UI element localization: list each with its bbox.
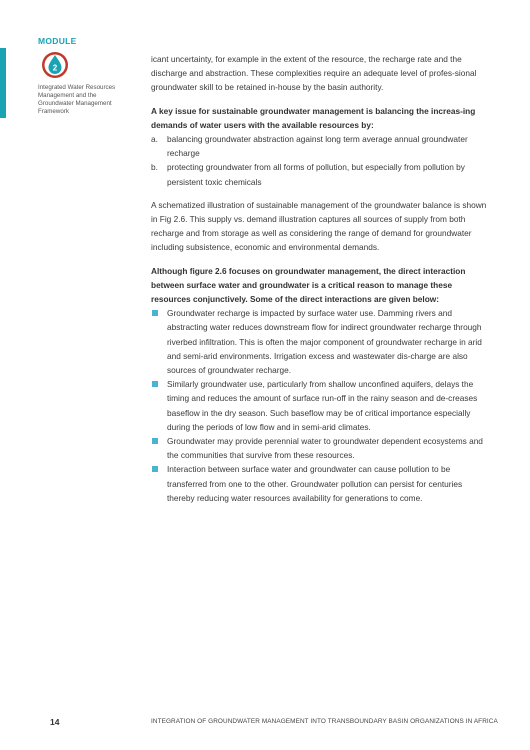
module-accent-bar: [0, 48, 6, 118]
list-marker: b.: [151, 162, 158, 173]
list-item-text: balancing groundwater abstraction against long term average annual groundwater recharge: [167, 134, 468, 159]
list-item-text: Interaction between surface water and groundwater can cause pollution to be transferred from one to the other. Groundwater pollution can persist for centuries thereby reducing water resources availability for generations to come.: [167, 464, 463, 503]
square-bullet-icon: [152, 381, 158, 387]
list-item: [151, 434, 489, 462]
heading-key-issue: A key issue for sustainable groundwater management is balancing the increas-ing demands of water users with the available resources by:: [151, 105, 476, 130]
square-bullet-icon: [152, 466, 158, 472]
page-number: 14: [50, 717, 60, 727]
list-item: [151, 306, 489, 377]
paragraph-schematized: A schematized illustration of sustainable management of the groundwater balance is shown in Fig 2.6. This supply vs. demand illustration captures all sources of supply from both recharge and from storage as well as considering the range of demand for groundwater including subsistence, economic and environmental demands.: [151, 199, 487, 253]
paragraph-intro: icant uncertainty, for example in the extent of the resource, the recharge rate and the discharge and abstraction. These complexities require an adequate level of profes-sional groundwater skill to be retained in-house by the basin authority.: [151, 54, 477, 93]
list-item-text: protecting groundwater from all forms of pollution, but especially from pollution by persistent toxic chemicals: [167, 162, 465, 187]
heading-interaction: Although figure 2.6 focuses on groundwater management, the direct interaction between surface water and groundwater is a critical reason to manage these resources conjunctively. Some of the direct interactions are given below:: [151, 265, 466, 305]
list-item: [151, 377, 489, 434]
list-item-text: Groundwater recharge is impacted by surface water use. Damming rivers and abstracting water reduces downstream flow for indirect groundwater recharge through riverbed infiltration. This is often the major component of groundwater recharge in arid and semi-arid environments. Irrigation excess and wastewater dis-charge are also sources of groundwater recharge.: [167, 308, 482, 376]
list-item: [151, 132, 489, 160]
footer-title: INTEGRATION OF GROUNDWATER MANAGEMENT INTO TRANSBOUNDARY BASIN ORGANIZATIONS IN AFRICA: [151, 718, 498, 725]
main-content: [151, 52, 489, 505]
list-item: [151, 462, 489, 505]
module-description: Integrated Water Resources Management and the Groundwater Management Framework: [38, 84, 116, 115]
square-bullet-icon: [152, 310, 158, 316]
key-issue-list: [151, 132, 489, 189]
interaction-list: [151, 306, 489, 505]
square-bullet-icon: [152, 438, 158, 444]
module-number: 2: [52, 63, 58, 73]
list-item: [151, 160, 489, 188]
water-drop-module-icon: [41, 50, 69, 80]
list-marker: a.: [151, 134, 158, 145]
list-item-text: Groundwater may provide perennial water to groundwater dependent ecosystems and the communities that survive from these resources.: [167, 436, 483, 461]
module-label: MODULE: [38, 36, 77, 46]
list-item-text: Similarly groundwater use, particularly from shallow unconfined aquifers, delays the timing and reduces the amount of surface run-off in the rainy season and de-creases baseflow in the dry season. Such baseflow may be of critical importance especially during the periods of low flow and in semi-arid climates.: [167, 379, 478, 432]
